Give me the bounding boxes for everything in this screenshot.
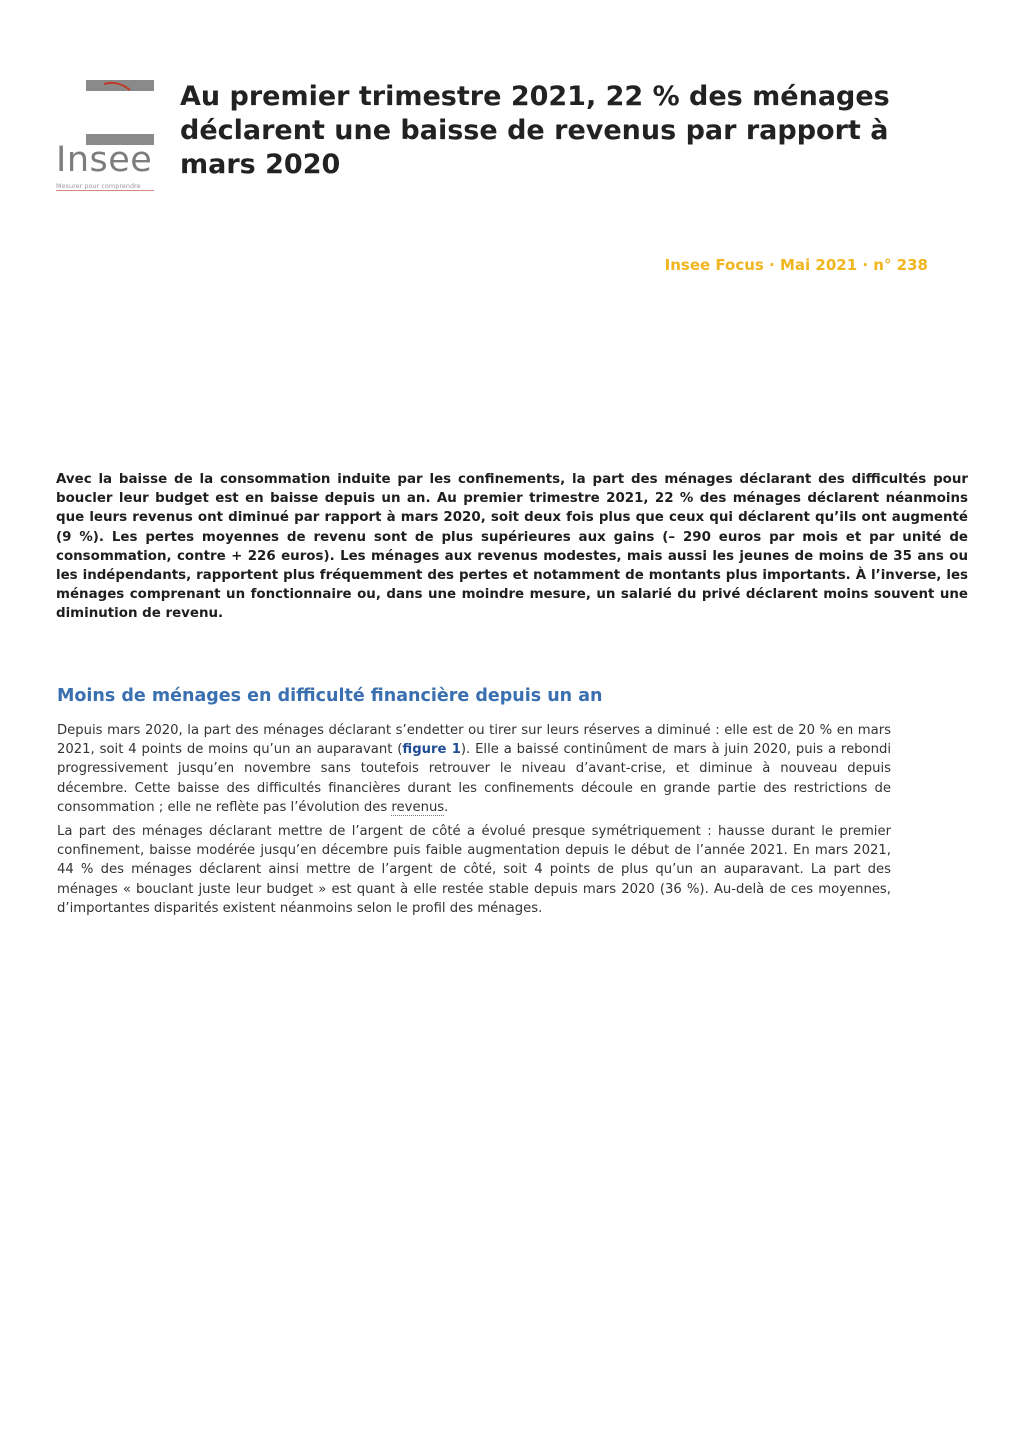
publication-info: Insee Focus · Mai 2021 · n° 238 xyxy=(664,256,928,274)
section-paragraph-2: La part des ménages déclarant mettre de l’argent de côté a évolué presque symétriquement : hausse durant le premier confinement, baisse modérée jusqu’en décembre puis faible augmentation depuis le début de l’année 2021. En mars 2021, 44 % des ménages déclarent ainsi mettre de l’argent de côté, soit 4 points de plus qu’un an auparavant. La part des ménages « bouclant juste leur budget » est quant à elle restée stable depuis mars 2020 (36 %). Au-delà de ces moyennes, d’importantes disparités existent néanmoins selon le profil des ménages. xyxy=(57,824,891,916)
revenus-term: revenus xyxy=(391,799,445,815)
paragraph-text: ). Elle a baissé continûment de mars à juin 2020, puis a rebondi progressivement jusqu’en novembre sans toutefois retrouver le niveau d’avant-crise, et diminue à nouveau depuis décembre. Cette baisse des difficultés financières durant les confinements découle en grande partie des restrictions de consommation ; elle ne reflète pas l’évolution des xyxy=(57,742,892,815)
paragraph-text: Depuis mars 2020, la part des ménages déclarant s’endetter ou tirer sur leurs réserves a diminué : elle est de 20 % en mars 2021, soit 4 points de moins qu’un an auparavant ( xyxy=(57,723,891,758)
abstract: Avec la baisse de la consommation induite par les confinements, la part des ménages déclarant des difficultés pour boucler leur budget est en baisse depuis un an. Au premier trimestre 2021, 22 % des ménages déclarent néanmoins que leurs revenus ont diminué par rapport à mars 2020, soit deux fois plus que ceux qui déclarent qu’ils ont augmenté (9 %). Les pertes moyennes de revenu sont de plus supérieures aux gains (– 290 euros par mois et par unité de consommation, contre + 226 euros). Les ménages aux revenus modestes, mais aussi les jeunes de moins de 35 ans ou les indépendants, rapportent plus fréquemment des pertes et notamment de montants plus importants. À l’inverse, les ménages comprenant un fonctionnaire ou, dans une moindre mesure, un salarié du privé déclarent moins souvent une diminution de revenu. xyxy=(56,472,968,622)
logo-tagline: Mesurer pour comprendre xyxy=(56,182,141,190)
insee-logo xyxy=(56,78,156,194)
logo-tagline-underline xyxy=(56,190,154,191)
page-title: Au premier trimestre 2021, 22 % des ménages déclarent une baisse de revenus par rapport à mars 2020 xyxy=(180,81,890,180)
section-paragraph-1 xyxy=(57,721,891,817)
section-heading: Moins de ménages en difficulté financière depuis un an xyxy=(57,686,603,706)
paragraph-text: . xyxy=(444,799,449,815)
logo-wordmark: Insee xyxy=(56,140,153,180)
logo-swoosh-icon xyxy=(56,78,156,98)
figure-1-link[interactable]: figure 1 xyxy=(402,742,461,758)
